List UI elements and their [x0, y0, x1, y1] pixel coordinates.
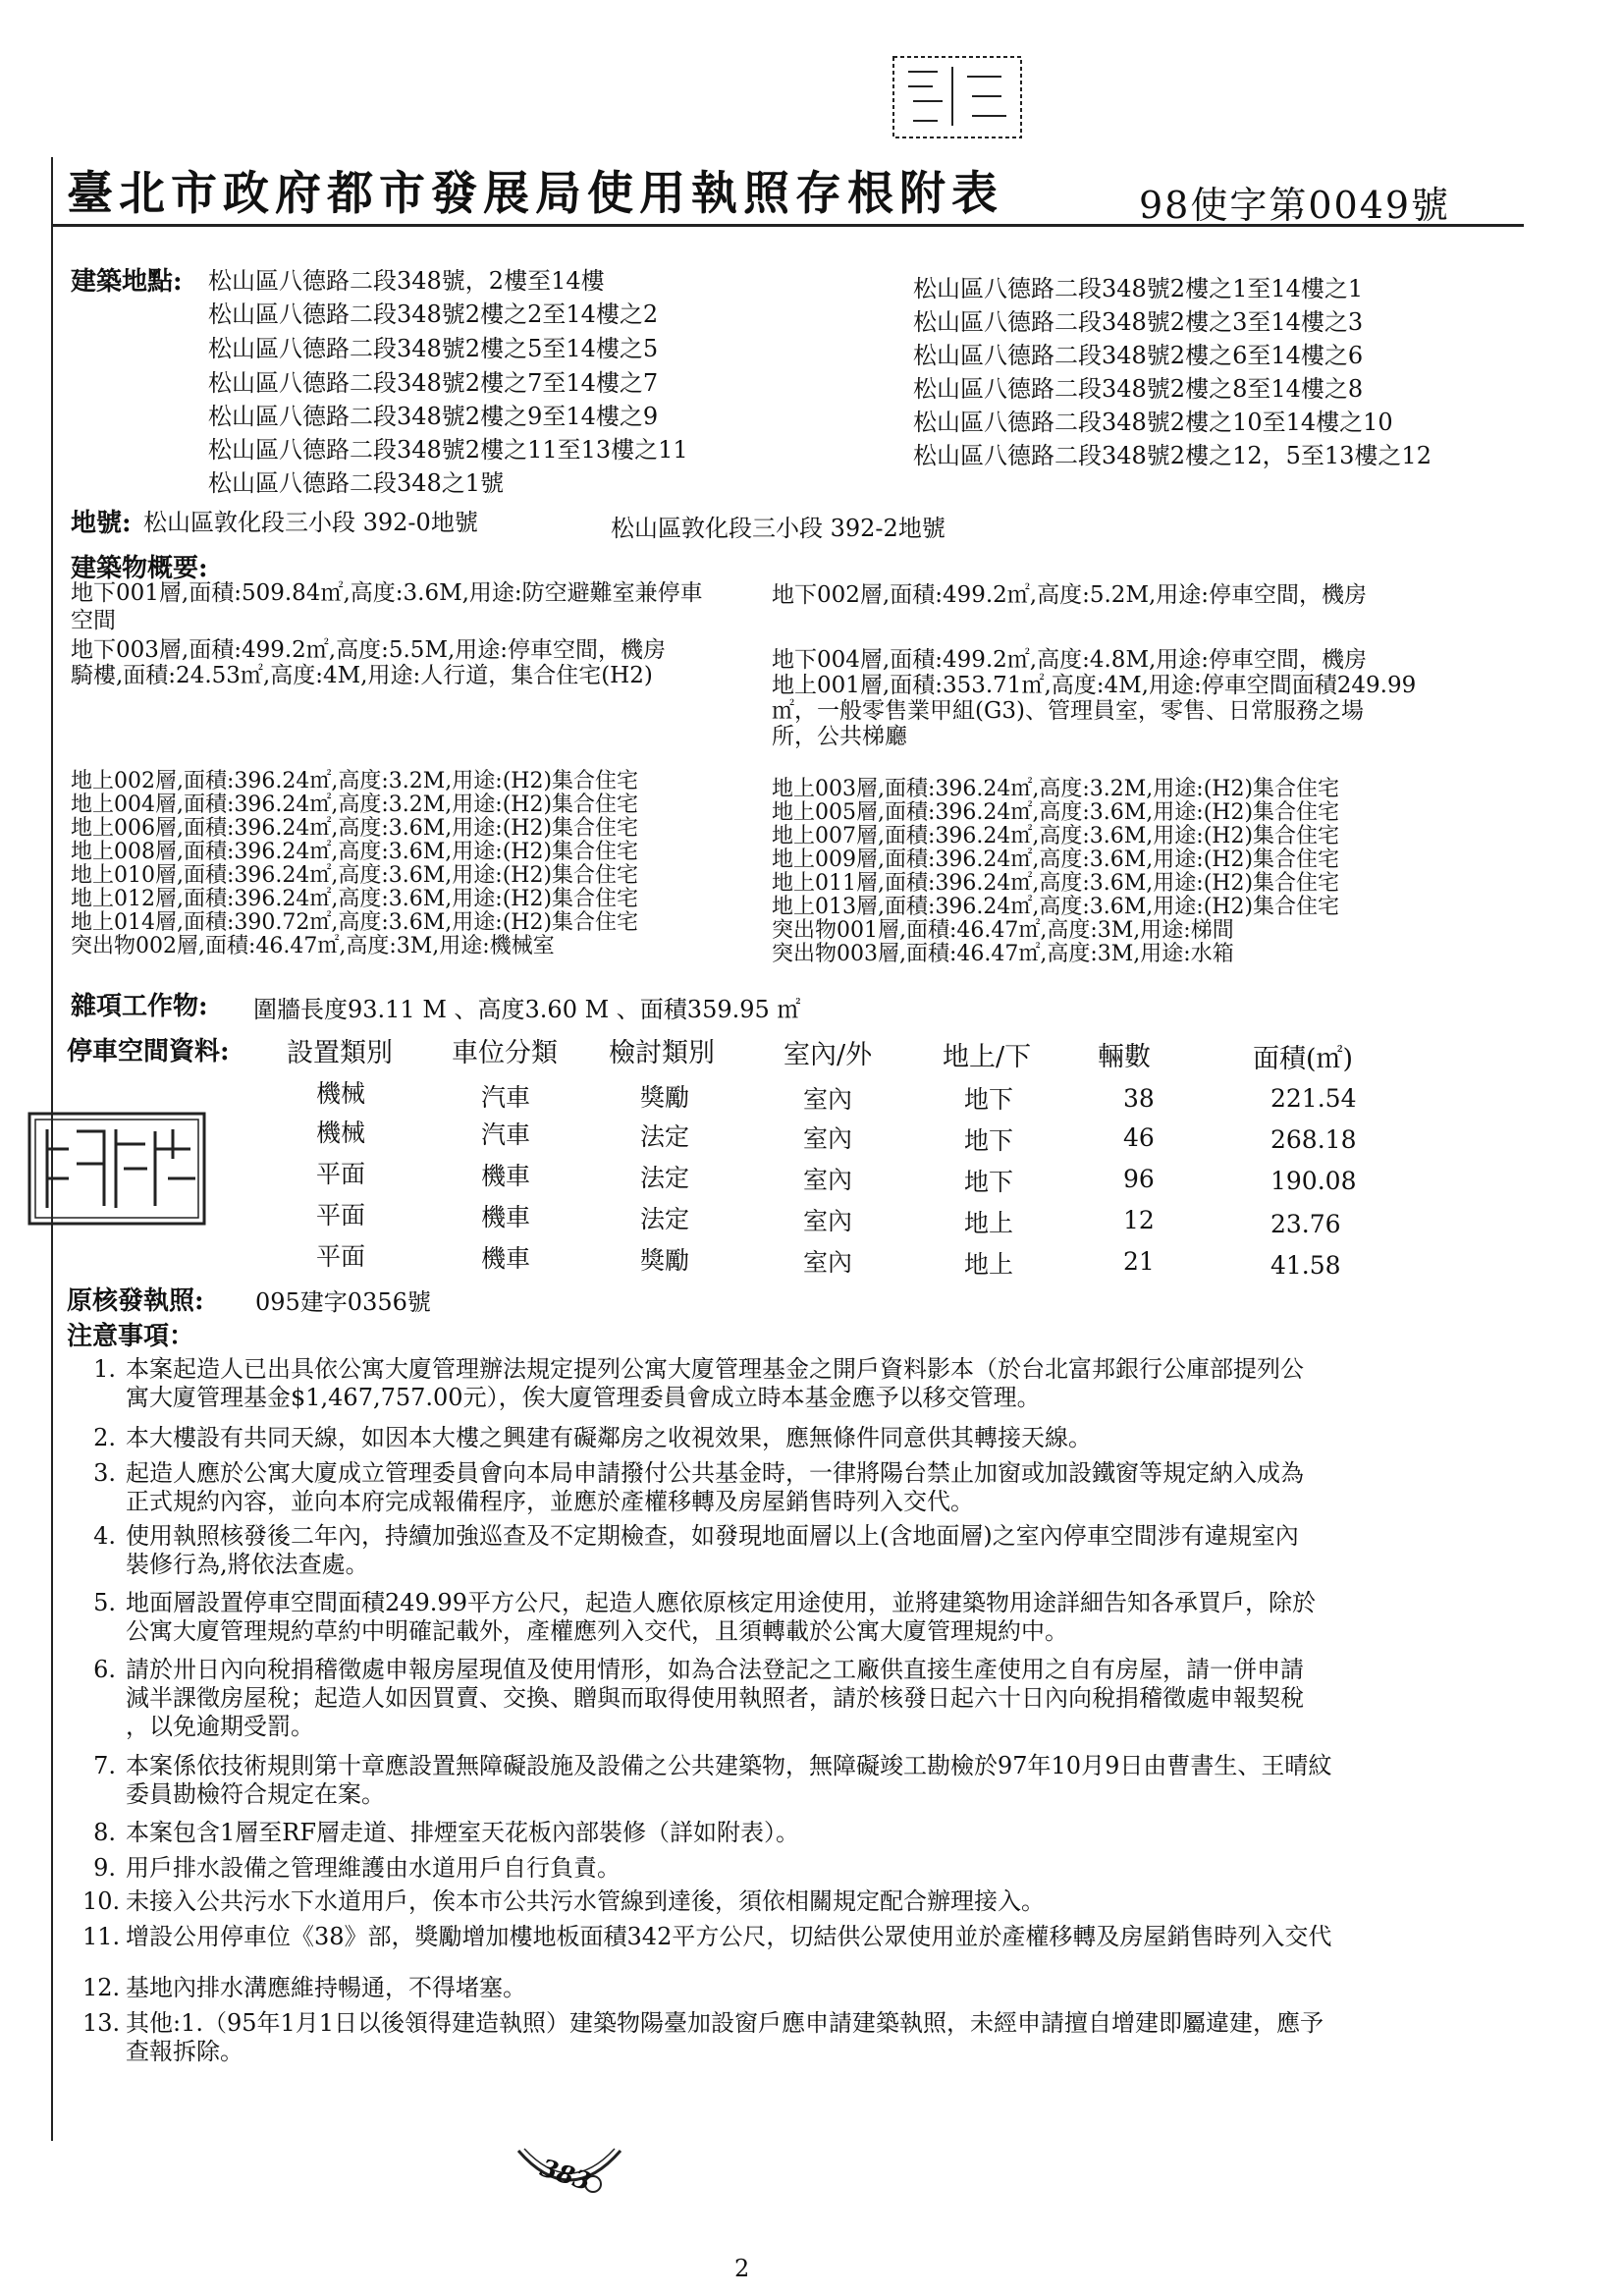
table-cell: 地上 — [964, 1250, 1014, 1279]
official-seal-top — [874, 47, 1041, 145]
address-item: 松山區八德路二段348號2樓之11至13樓之11 — [208, 436, 688, 464]
page-number: 2 — [734, 2255, 750, 2282]
floor-item: 地上007層,面積:396.24㎡,高度:3.6M,用途:(H2)集合住宅 — [772, 824, 1340, 848]
notes-label: 注意事項： — [67, 1322, 195, 1351]
page-stamp — [511, 2141, 628, 2210]
floor-1f-cont: ㎡，一般零售業甲組(G3)、管理員室，零售、日常服務之場 — [772, 698, 1364, 724]
table-cell: 機車 — [481, 1162, 531, 1190]
floor-item: 地上012層,面積:396.24㎡,高度:3.6M,用途:(H2)集合住宅 — [71, 887, 639, 911]
table-cell: 190.08 — [1270, 1167, 1357, 1195]
floor-item: 地上014層,面積:390.72㎡,高度:3.6M,用途:(H2)集合住宅 — [71, 910, 639, 935]
table-cell: 室內 — [803, 1124, 853, 1153]
table-cell: 地上 — [964, 1209, 1014, 1237]
permit-number: 98使字第0049號 — [1139, 184, 1451, 227]
arcade: 騎樓,面積:24.53㎡,高度:4M,用途:人行道，集合住宅(H2) — [71, 663, 653, 688]
address-label: 建築地點: — [71, 267, 183, 297]
address-item: 松山區八德路二段348號，2樓至14樓 — [208, 267, 605, 295]
address-item: 松山區八德路二段348號2樓之10至14樓之10 — [913, 409, 1393, 436]
table-cell: 機械 — [316, 1079, 366, 1108]
floor-b3: 地下003層,面積:499.2㎡,高度:5.5M,用途:停車空間，機房 — [71, 637, 667, 663]
table-cell: 地下 — [964, 1085, 1014, 1114]
floor-item: 地上002層,面積:396.24㎡,高度:3.2M,用途:(H2)集合住宅 — [71, 769, 639, 793]
overview-label: 建築物概要: — [71, 554, 208, 583]
table-cell: 法定 — [640, 1205, 690, 1233]
table-cell: 地下 — [964, 1168, 1014, 1196]
document-title: 臺北市政府都市發展局使用執照存根附表 — [67, 167, 1003, 221]
address-item: 松山區八德路二段348號2樓之12，5至13樓之12 — [913, 442, 1432, 469]
table-cell: 268.18 — [1270, 1125, 1357, 1154]
table-cell: 平面 — [316, 1242, 366, 1271]
table-cell: 室內 — [803, 1207, 853, 1235]
floor-1f: 地上001層,面積:353.71㎡,高度:4M,用途:停車空間面積249.99 — [772, 673, 1417, 698]
misc-label: 雜項工作物: — [71, 992, 208, 1021]
parking-header: 設置類別 — [287, 1038, 393, 1068]
table-cell: 23.76 — [1270, 1210, 1341, 1238]
parking-header: 檢討類別 — [609, 1038, 715, 1068]
table-cell: 平面 — [316, 1201, 366, 1230]
table-cell: 汽車 — [481, 1083, 531, 1112]
floor-item: 地上010層,面積:396.24㎡,高度:3.6M,用途:(H2)集合住宅 — [71, 863, 639, 888]
floor-b1: 地下001層,面積:509.84㎡,高度:3.6M,用途:防空避難室兼停車 — [71, 580, 703, 606]
table-cell: 機車 — [481, 1203, 531, 1231]
address-item: 松山區八德路二段348號2樓之7至14樓之7 — [208, 369, 659, 397]
address-item: 松山區八德路二段348號2樓之3至14樓之3 — [913, 308, 1364, 336]
parking-header: 地上/下 — [943, 1042, 1032, 1072]
lot-label: 地號: — [71, 509, 132, 538]
table-cell: 12 — [1123, 1206, 1155, 1234]
parking-header: 面積(㎡) — [1253, 1044, 1354, 1074]
floor-b2-cont: 空間 — [71, 608, 116, 633]
table-cell: 獎勵 — [640, 1246, 690, 1275]
table-cell: 96 — [1123, 1165, 1155, 1193]
table-cell: 法定 — [640, 1164, 690, 1192]
table-cell: 38 — [1123, 1084, 1155, 1113]
floor-1f-cont: 所，公共梯廳 — [772, 724, 907, 749]
address-item: 松山區八德路二段348號2樓之5至14樓之5 — [208, 335, 659, 362]
table-cell: 41.58 — [1270, 1251, 1341, 1280]
address-item: 松山區八德路二段348之1號 — [208, 469, 505, 497]
orig-permit-label: 原核發執照: — [67, 1286, 204, 1316]
official-seal-left — [26, 1110, 208, 1228]
floor-item: 突出物001層,面積:46.47㎡,高度:3M,用途:梯間 — [772, 918, 1234, 943]
parking-header: 車位分類 — [452, 1038, 558, 1068]
table-cell: 室內 — [803, 1248, 853, 1277]
floor-item: 地上008層,面積:396.24㎡,高度:3.6M,用途:(H2)集合住宅 — [71, 840, 639, 864]
table-cell: 獎勵 — [640, 1083, 690, 1112]
lot-number: 松山區敦化段三小段 392-0地號 — [143, 509, 478, 536]
table-cell: 汽車 — [481, 1121, 531, 1149]
floor-item: 突出物003層,面積:46.47㎡,高度:3M,用途:水箱 — [772, 942, 1234, 966]
floor-item: 突出物002層,面積:46.47㎡,高度:3M,用途:機械室 — [71, 934, 555, 958]
address-item: 松山區八德路二段348號2樓之2至14樓之2 — [208, 301, 659, 328]
stamp-number: 383 — [536, 2153, 595, 2197]
floor-b2: 地下002層,面積:499.2㎡,高度:5.2M,用途:停車空間，機房 — [772, 582, 1368, 608]
address-item: 松山區八德路二段348號2樓之1至14樓之1 — [913, 275, 1364, 302]
table-cell: 室內 — [803, 1085, 853, 1114]
floor-item: 地上005層,面積:396.24㎡,高度:3.6M,用途:(H2)集合住宅 — [772, 800, 1340, 825]
parking-header: 室內/外 — [783, 1040, 873, 1070]
floor-b4: 地下004層,面積:499.2㎡,高度:4.8M,用途:停車空間，機房 — [772, 647, 1368, 673]
table-cell: 21 — [1123, 1247, 1155, 1276]
floor-item: 地上006層,面積:396.24㎡,高度:3.6M,用途:(H2)集合住宅 — [71, 816, 639, 841]
table-cell: 室內 — [803, 1166, 853, 1194]
table-cell: 法定 — [640, 1122, 690, 1151]
table-cell: 機車 — [481, 1244, 531, 1273]
table-cell: 221.54 — [1270, 1084, 1357, 1113]
parking-label: 停車空間資料: — [67, 1037, 230, 1066]
address-item: 松山區八德路二段348號2樓之9至14樓之9 — [208, 403, 659, 430]
lot-number: 松山區敦化段三小段 392-2地號 — [611, 515, 946, 542]
floor-item: 地上003層,面積:396.24㎡,高度:3.2M,用途:(H2)集合住宅 — [772, 777, 1340, 801]
address-item: 松山區八德路二段348號2樓之6至14樓之6 — [913, 342, 1364, 369]
floor-item: 地上011層,面積:396.24㎡,高度:3.6M,用途:(H2)集合住宅 — [772, 871, 1340, 896]
floor-item: 地上004層,面積:396.24㎡,高度:3.2M,用途:(H2)集合住宅 — [71, 793, 639, 817]
misc-value: 圍牆長度93.11 M 、高度3.60 M 、面積359.95 ㎡ — [253, 996, 801, 1023]
floor-item: 地上009層,面積:396.24㎡,高度:3.6M,用途:(H2)集合住宅 — [772, 847, 1340, 872]
orig-permit-value: 095建字0356號 — [255, 1288, 431, 1316]
parking-header: 輛數 — [1098, 1042, 1151, 1072]
table-cell: 機械 — [316, 1119, 366, 1147]
address-item: 松山區八德路二段348號2樓之8至14樓之8 — [913, 375, 1364, 403]
table-cell: 地下 — [964, 1126, 1014, 1155]
floor-item: 地上013層,面積:396.24㎡,高度:3.6M,用途:(H2)集合住宅 — [772, 895, 1340, 919]
table-cell: 46 — [1123, 1123, 1155, 1152]
table-cell: 平面 — [316, 1160, 366, 1188]
